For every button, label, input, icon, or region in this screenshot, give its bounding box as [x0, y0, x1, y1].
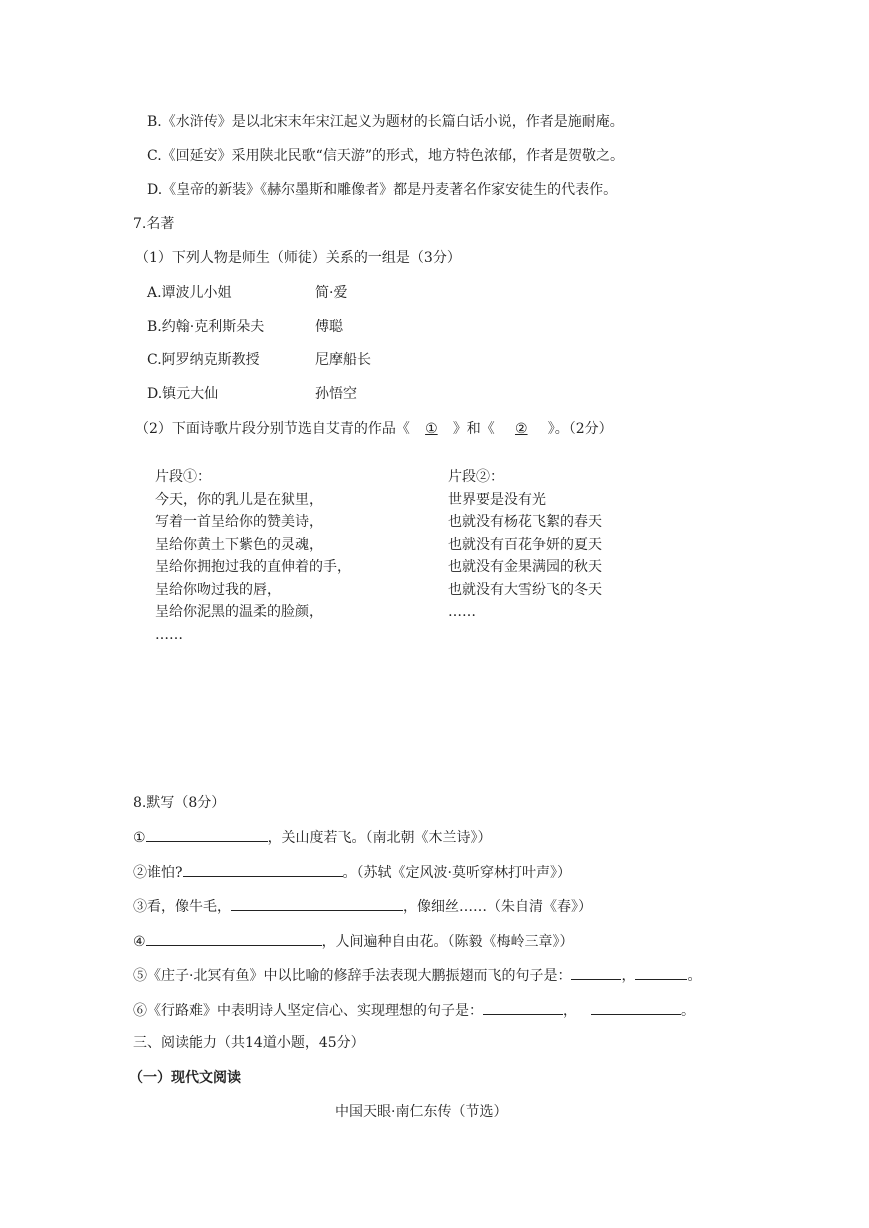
q7-title: 7.名著: [133, 216, 175, 232]
q8-item-4: [133, 931, 574, 952]
q8-item-5-prefix: ⑤《庄子·北冥有鱼》中以比喻的修辞手法表现大鹏振翅而飞的句子是：: [133, 968, 572, 984]
answer-blank[interactable]: [146, 827, 268, 842]
poem2-line: 也就没有金果满园的秋天: [448, 559, 602, 575]
q8-item-4-prefix: ④: [133, 934, 146, 950]
q7-part2-blank1: ①: [425, 421, 438, 437]
poem2-line: 世界要是没有光: [448, 491, 546, 508]
poem1-line: 呈给你拥抱过我的直伸着的手，: [155, 559, 351, 575]
q6-option-d: D.《皇帝的新装》《赫尔墨斯和雕像者》都是丹麦著名作家安徒生的代表作。: [147, 182, 618, 198]
answer-blank[interactable]: [183, 862, 343, 877]
poem1-line: 呈给你泥黑的温柔的脸颜，: [155, 604, 323, 620]
q8-item-5-separator: ，: [621, 968, 636, 984]
answer-blank[interactable]: [146, 931, 322, 946]
q8-item-4-suffix: ，人间遍种自由花。（陈毅《梅岭三章》）: [321, 934, 574, 950]
article-title: 中国天眼·南仁东传（节选）: [335, 1104, 508, 1120]
q8-item-6-suffix: 。: [681, 1003, 695, 1019]
section-3-subtitle: （一）现代文阅读: [129, 1070, 241, 1086]
q8-item-2-suffix: 。（苏轼《定风波·莫听穿林打叶声》）: [342, 865, 571, 881]
q8-item-5: [133, 965, 701, 986]
poem1-line: 写着一首呈给你的赞美诗，: [155, 514, 323, 530]
poem1-title: 片段①：: [155, 469, 211, 485]
q7-option-d-left: D.镇元大仙: [147, 386, 219, 402]
q7-option-b-right: 傅聪: [315, 319, 343, 335]
answer-blank[interactable]: [571, 965, 621, 980]
poem1-line: 呈给你黄土下紫色的灵魂，: [155, 536, 323, 553]
poem2-line: 也就没有杨花飞絮的春天: [448, 514, 602, 530]
q8-item-6-prefix: ⑥《行路难》中表明诗人坚定信心、实现理想的句子是：: [133, 1003, 483, 1019]
q8-item-5-suffix: 。: [687, 968, 702, 984]
poem-fragment-1: [155, 466, 351, 646]
q7-option-b-left: B.约翰·克利斯朵夫: [147, 319, 265, 335]
poem2-line: 也就没有百花争妍的夏天: [448, 536, 602, 553]
q8-item-3: [133, 896, 592, 917]
q8-item-1-suffix: ，关山度若飞。（南北朝《木兰诗》）: [267, 830, 492, 846]
answer-blank[interactable]: [483, 1000, 563, 1015]
poem2-line: 也就没有大雪纷飞的冬天: [448, 581, 602, 598]
q6-option-c: C.《回延安》采用陕北民歌“信天游”的形式，地方特色浓郁，作者是贺敬之。: [147, 148, 624, 164]
q7-option-a-left: A.谭波儿小姐: [147, 285, 232, 301]
q8-item-6-separator: ，: [563, 1003, 577, 1019]
q7-part2-middle: 》和《: [452, 421, 495, 437]
q7-option-d-right: 孙悟空: [315, 386, 357, 402]
q8-item-3-suffix: ，像细丝……（朱自清《春》）: [403, 899, 592, 915]
q7-part2-blank2: ②: [514, 421, 528, 437]
poem1-line: ……: [155, 626, 183, 643]
poem1-line: 呈给你吻过我的唇，: [155, 581, 281, 598]
q8-item-2-prefix: ②谁怕?: [133, 865, 183, 881]
q8-item-2: [133, 862, 571, 883]
answer-blank[interactable]: [591, 1000, 681, 1015]
answer-blank[interactable]: [231, 896, 403, 911]
q8-item-6: [133, 1000, 695, 1021]
section-3-title: 三、阅读能力（共14道小题，45分）: [133, 1035, 365, 1051]
q8-title: 8.默写（8分）: [133, 795, 226, 811]
poem-fragment-2: [448, 466, 602, 624]
answer-blank[interactable]: [635, 965, 687, 980]
poem2-title: 片段②：: [448, 469, 504, 485]
q8-item-3-prefix: ③看，像牛毛，: [133, 899, 231, 915]
q7-part2-prefix: （2）下面诗歌片段分别节选自艾青的作品《: [135, 421, 410, 437]
q7-part1-question: （1）下列人物是师生（师徒）关系的一组是（3分）: [135, 250, 461, 266]
q7-option-c-right: 尼摩船长: [315, 352, 371, 368]
poem2-line: ……: [448, 604, 476, 620]
q8-item-1-prefix: ①: [133, 830, 146, 846]
q6-option-b: B.《水浒传》是以北宋末年宋江起义为题材的长篇白话小说，作者是施耐庵。: [147, 114, 624, 130]
poem1-line: 今天，你的乳儿是在狱里，: [155, 491, 323, 508]
q7-option-c-left: C.阿罗纳克斯教授: [147, 352, 260, 368]
q7-part2-question: [135, 419, 613, 439]
q7-part2-suffix: 》。（2分）: [547, 421, 613, 437]
q8-item-1: [133, 827, 492, 848]
q7-option-a-right: 简·爱: [315, 285, 348, 301]
